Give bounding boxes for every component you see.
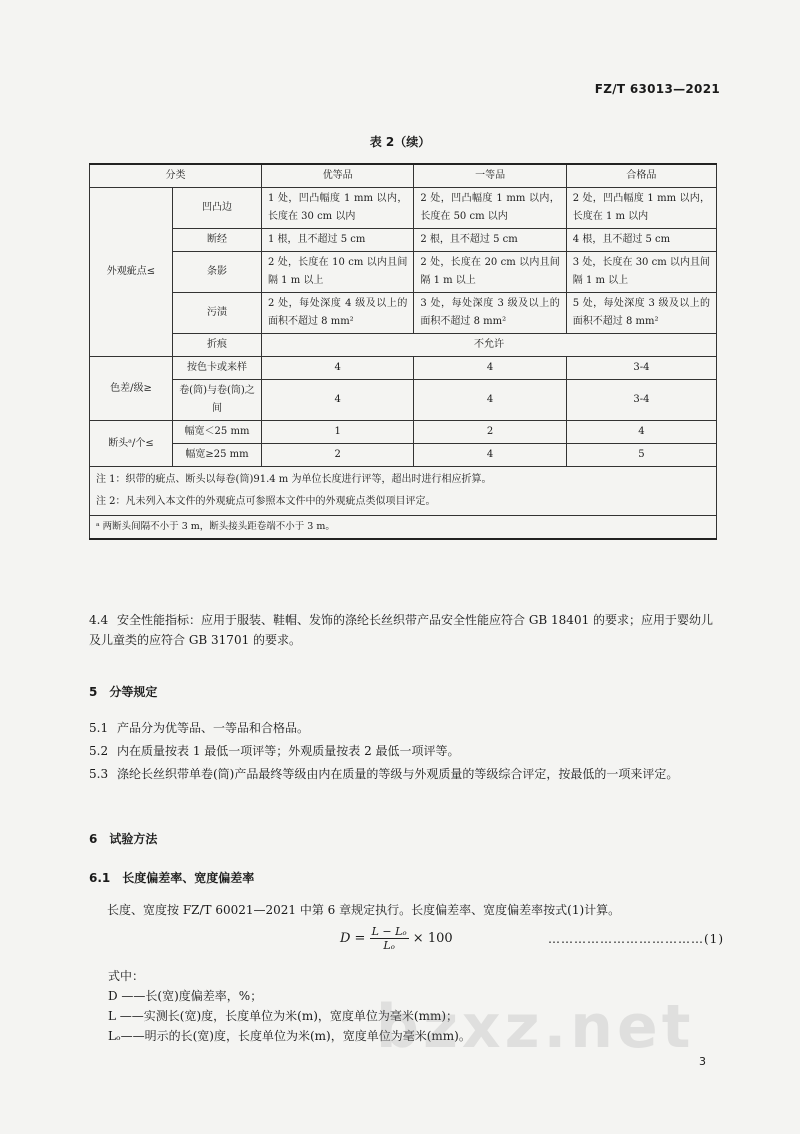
cell-qualified: 4 根，且不超过 5 cm xyxy=(566,229,716,252)
table-row xyxy=(90,293,717,334)
formula-rhs: × 100 xyxy=(412,931,453,946)
cell-premium: 4 xyxy=(262,380,414,421)
footnote-row xyxy=(90,516,717,540)
header-category: 分类 xyxy=(90,164,262,188)
cell-premium: 1 xyxy=(262,421,414,444)
table-row xyxy=(90,188,717,229)
cell-qualified: 3-4 xyxy=(566,380,716,421)
table-row xyxy=(90,421,717,444)
table-header-row xyxy=(90,164,717,188)
cell-first: 4 xyxy=(414,380,566,421)
cell-first: 4 xyxy=(414,444,566,467)
cell-qualified: 5 处，每处深度 3 级及以上的面积不超过 8 mm² xyxy=(566,293,716,334)
item-label: 污渍 xyxy=(173,293,262,334)
cell-premium: 1 根，且不超过 5 cm xyxy=(262,229,414,252)
footnote-a: ᵃ 两断头间隔不小于 3 m，断头接头距卷端不小于 3 m。 xyxy=(90,516,717,540)
cell-qualified: 2 处，凹凸幅度 1 mm 以内，长度在 1 m 以内 xyxy=(566,188,716,229)
cell-premium: 2 xyxy=(262,444,414,467)
cell-qualified: 5 xyxy=(566,444,716,467)
table-row xyxy=(90,357,717,380)
cell-qualified: 3 处，长度在 30 cm 以内且间隔 1 m 以上 xyxy=(566,252,716,293)
formula-fraction xyxy=(370,925,409,952)
section-text: 内在质量按表 1 最低一项评等；外观质量按表 2 最低一项评等。 xyxy=(117,744,460,758)
page-number: 3 xyxy=(699,1055,706,1068)
section-5-2 xyxy=(89,741,721,761)
item-label: 条影 xyxy=(173,252,262,293)
cell-qualified: 3-4 xyxy=(566,357,716,380)
cell-premium: 2 处，长度在 10 cm 以内且间隔 1 m 以上 xyxy=(262,252,414,293)
table-row xyxy=(90,252,717,293)
section-6-1-text: 长度、宽度按 FZ/T 60021—2021 中第 6 章规定执行。长度偏差率、宽度偏差率按式(1)计算。 xyxy=(107,903,621,917)
where-intro: 式中： xyxy=(108,969,145,983)
section-text: 安全性能指标：应用于服装、鞋帽、发饰的涤纶长丝织带产品安全性能应符合 GB 18401 的要求；应用于婴幼儿及儿童类的应符合 GB 31701 的要求。 xyxy=(89,613,714,647)
section-number: 5.1 xyxy=(89,721,109,735)
cell-not-allowed: 不允许 xyxy=(262,334,717,357)
cell-first: 2 处，长度在 20 cm 以内且间隔 1 m 以上 xyxy=(414,252,566,293)
header-first: 一等品 xyxy=(414,164,566,188)
section-5-heading: 5 分等规定 xyxy=(89,685,158,699)
formula-denominator: Lₒ xyxy=(383,939,395,952)
section-text: 产品分为优等品、一等品和合格品。 xyxy=(117,721,310,735)
equation-number: ………………………………(1) xyxy=(548,932,724,946)
cell-premium: 4 xyxy=(262,357,414,380)
group-appearance: 外观疵点≤ xyxy=(90,188,173,357)
item-label: 幅宽＜25 mm xyxy=(173,421,262,444)
cell-premium: 1 处，凹凸幅度 1 mm 以内，长度在 30 cm 以内 xyxy=(262,188,414,229)
section-number: 4.4 xyxy=(89,613,109,627)
where-lo: Lₒ——明示的长(宽)度，长度单位为米(m)，宽度单位为毫米(mm)。 xyxy=(108,1029,471,1043)
item-label: 按色卡或来样 xyxy=(173,357,262,380)
formula-numerator: L − Lₒ xyxy=(371,925,407,938)
header-premium: 优等品 xyxy=(262,164,414,188)
table-row xyxy=(90,334,717,357)
section-6-1-heading: 6.1 长度偏差率、宽度偏差率 xyxy=(89,871,255,885)
formula-1 xyxy=(340,925,453,952)
cell-premium: 2 处，每处深度 4 级及以上的面积不超过 8 mm² xyxy=(262,293,414,334)
table-title: 表 2（续） xyxy=(369,135,431,149)
item-label: 折痕 xyxy=(173,334,262,357)
watermark: bzxz.net xyxy=(376,992,695,1062)
note-2: 注 2：凡未列入本文件的外观疵点可参照本文件中的外观疵点类似项目评定。 xyxy=(96,496,436,507)
cell-first: 2 处，凹凸幅度 1 mm 以内，长度在 50 cm 以内 xyxy=(414,188,566,229)
table-row xyxy=(90,380,717,421)
note-1: 注 1：织带的疵点、断头以每卷(筒)91.4 m 为单位长度进行评等，超出时进行相应折算。 xyxy=(96,474,492,485)
section-text: 涤纶长丝织带单卷(筒)产品最终等级由内在质量的等级与外观质量的等级综合评定，按最低的一项来评定。 xyxy=(117,767,679,781)
formula-lhs: D = xyxy=(340,931,366,946)
notes-row xyxy=(90,467,717,516)
cell-first: 3 处，每处深度 3 级及以上的面积不超过 8 mm² xyxy=(414,293,566,334)
table-row xyxy=(90,444,717,467)
grade-table xyxy=(89,163,717,540)
group-breaks: 断头ᵃ/个≤ xyxy=(90,421,173,467)
cell-first: 2 根，且不超过 5 cm xyxy=(414,229,566,252)
section-number: 5.3 xyxy=(89,767,109,781)
header-qualified: 合格品 xyxy=(566,164,716,188)
item-label: 幅宽≥25 mm xyxy=(173,444,262,467)
cell-first: 4 xyxy=(414,357,566,380)
where-l: L ——实测长(宽)度，长度单位为米(m)，宽度单位为毫米(mm)； xyxy=(108,1009,459,1023)
cell-first: 2 xyxy=(414,421,566,444)
item-label: 断经 xyxy=(173,229,262,252)
table-row xyxy=(90,229,717,252)
item-label: 卷(筒)与卷(筒)之间 xyxy=(173,380,262,421)
section-5-1 xyxy=(89,718,721,738)
standard-code: FZ/T 63013—2021 xyxy=(594,82,720,96)
section-6-heading: 6 试验方法 xyxy=(89,832,158,846)
cell-qualified: 4 xyxy=(566,421,716,444)
where-d: D ——长(宽)度偏差率，%； xyxy=(108,989,263,1003)
section-4-4 xyxy=(89,610,721,650)
group-color: 色差/级≥ xyxy=(90,357,173,421)
section-5-3 xyxy=(89,764,721,784)
section-number: 5.2 xyxy=(89,744,109,758)
item-label: 凹凸边 xyxy=(173,188,262,229)
